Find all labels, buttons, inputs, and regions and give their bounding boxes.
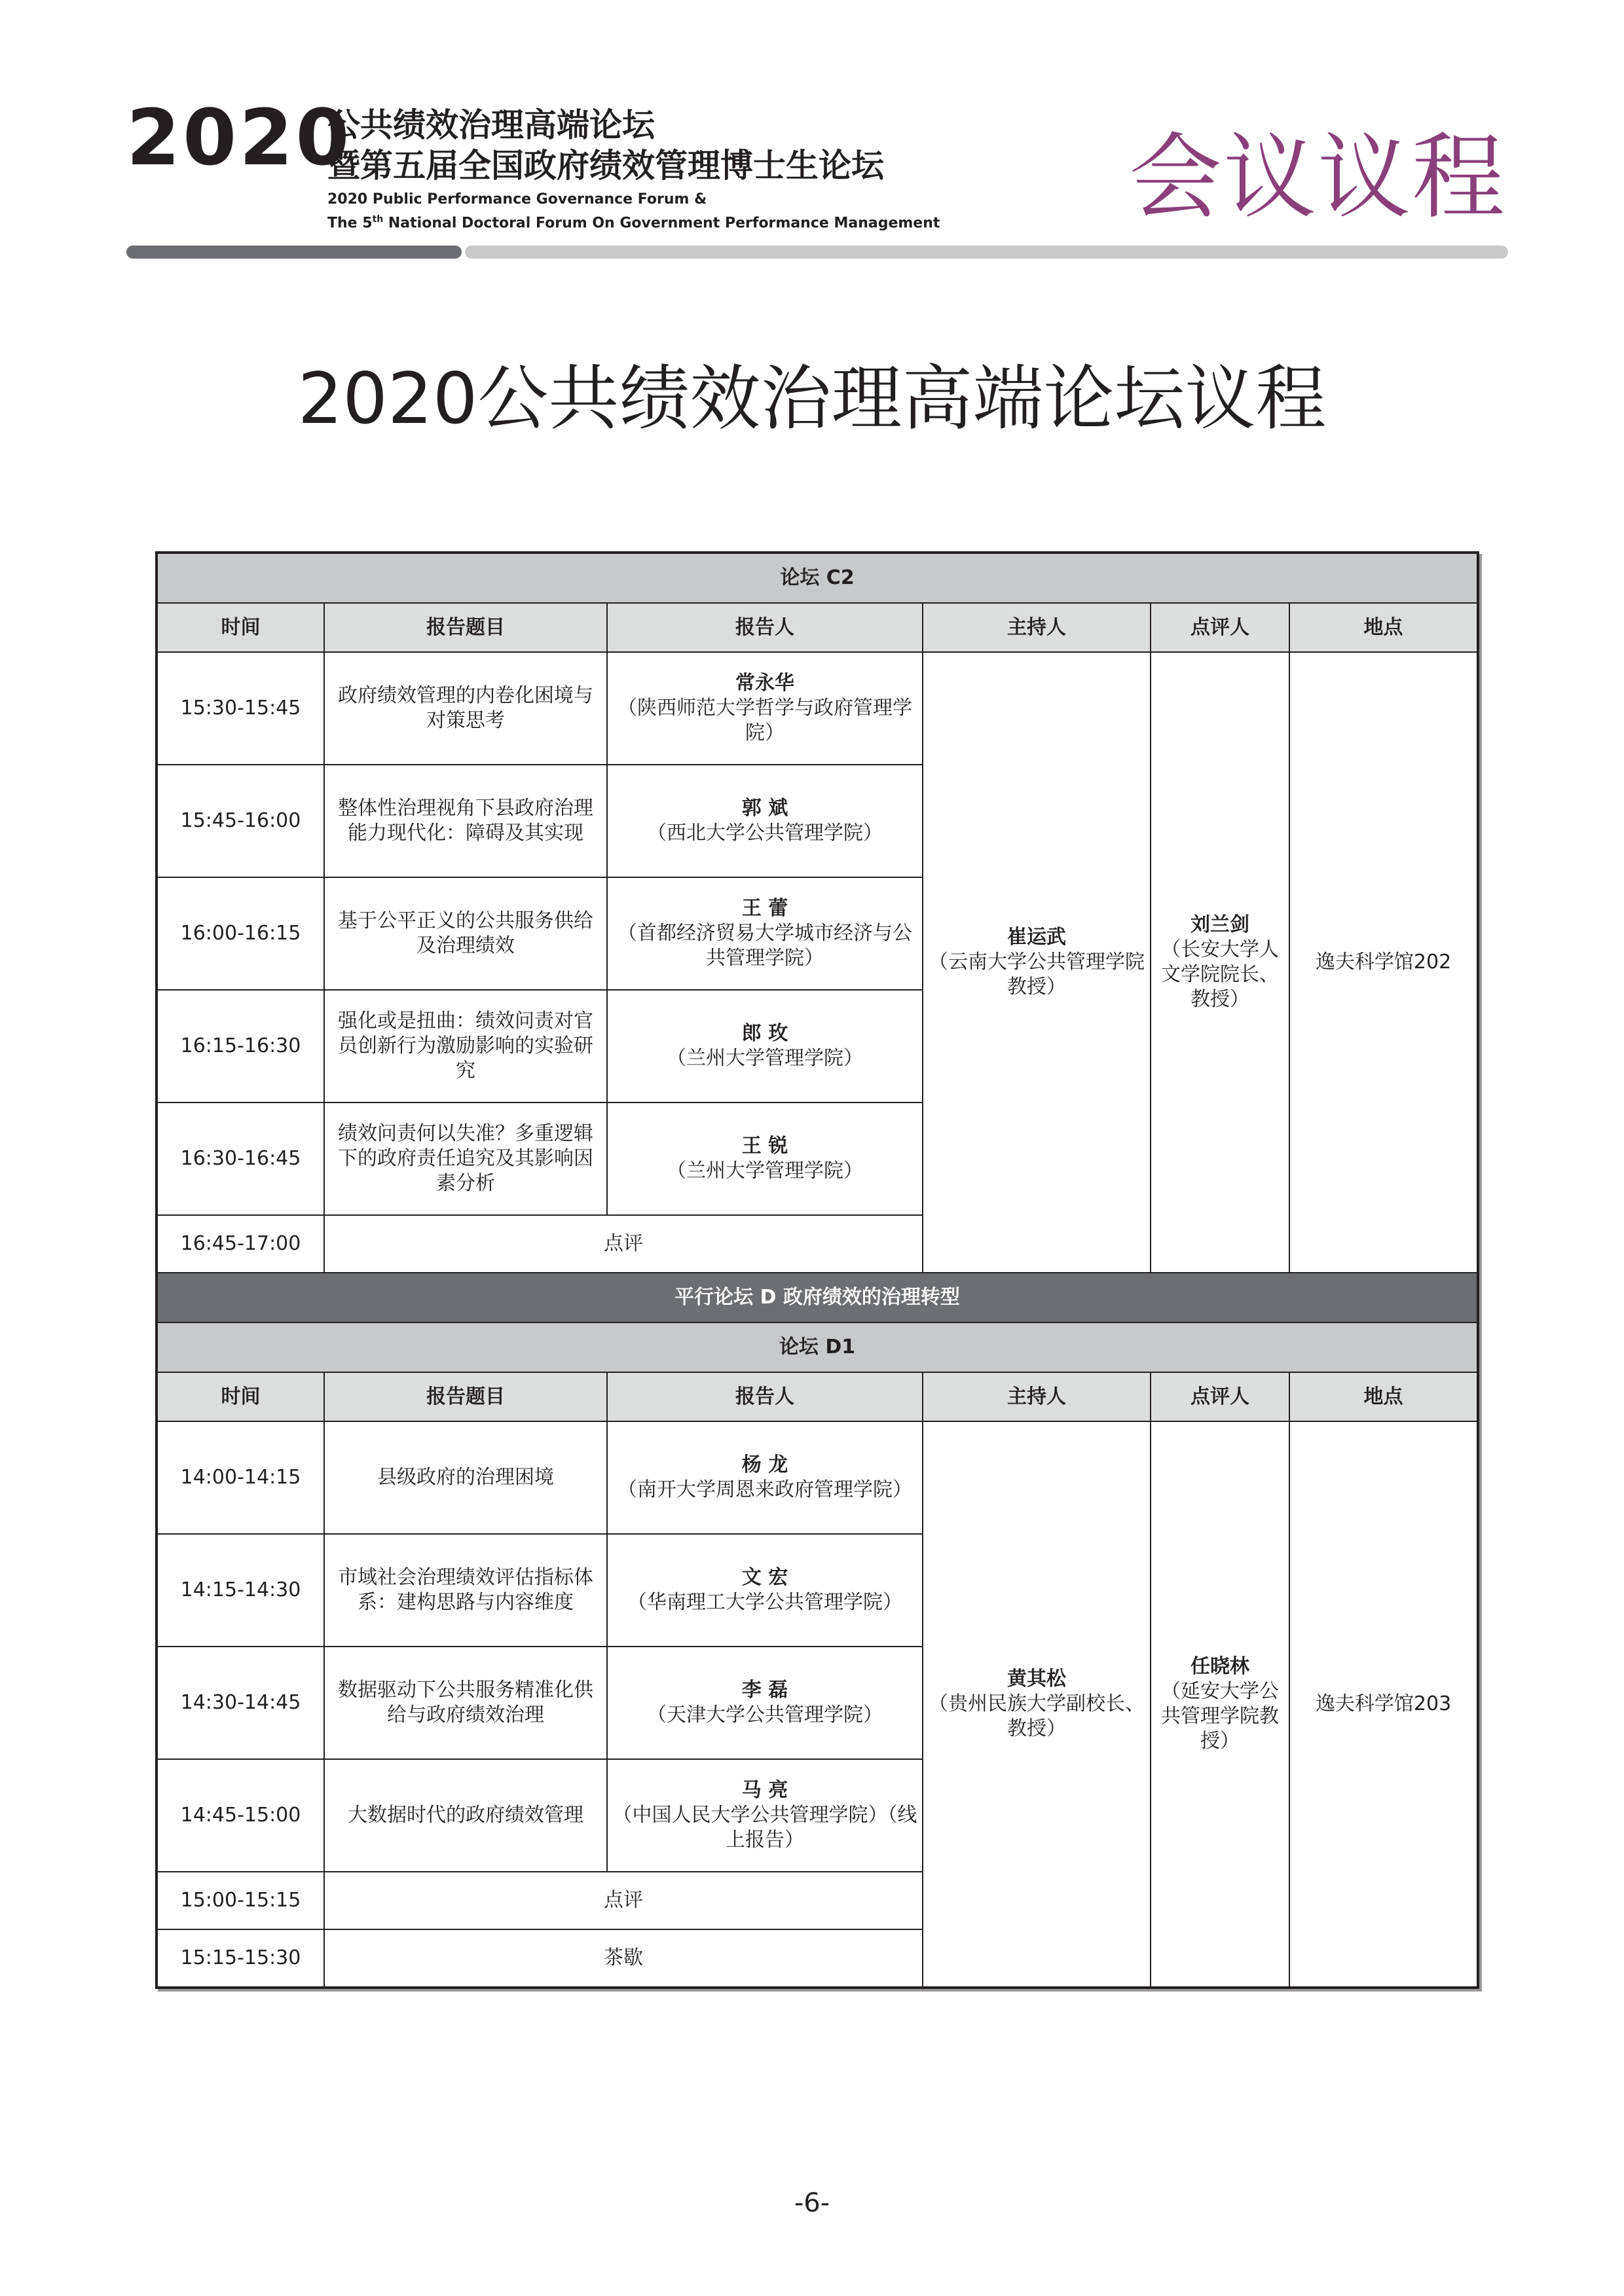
talk-speaker-cell [607,1102,923,1215]
session-time: 15:00-15:15 [157,1872,324,1929]
host-name: 黄其松 [1007,1667,1066,1690]
talk-topic: 强化或是扭曲：绩效问责对官员创新行为激励影响的实验研究 [324,990,607,1102]
column-header: 点评人 [1151,1372,1289,1421]
header-title-en-line1: 2020 Public Performance Governance Forum & [327,191,707,208]
header-divider-light [465,246,1508,259]
talk-time: 14:30-14:45 [157,1647,324,1759]
talk-time: 14:45-15:00 [157,1759,324,1872]
column-header: 报告题目 [324,1372,607,1421]
speaker-affiliation: （首都经济贸易大学城市经济与公共管理学院） [618,922,912,970]
speaker-name: 杨 龙 [741,1453,788,1476]
header-title-en-line2 [327,210,940,233]
forum-title-row [157,1322,1478,1372]
page-header [0,0,1624,262]
talk-topic: 政府绩效管理的内卷化困境与对策思考 [324,652,607,765]
talk-topic: 整体性治理视角下县政府治理能力现代化：障碍及其实现 [324,765,607,877]
reviewer-name: 任晓林 [1190,1655,1249,1678]
table-row [157,652,1478,765]
speaker-affiliation: （南开大学周恩来政府管理学院） [618,1478,912,1501]
talk-topic: 基于公平正义的公共服务供给及治理绩效 [324,877,607,990]
speaker-affiliation: （兰州大学管理学院） [667,1047,863,1070]
page-title: 2020公共绩效治理高端论坛议程 [297,358,1327,440]
talk-speaker-cell [607,652,923,765]
talk-time: 14:15-14:30 [157,1534,324,1647]
speaker-affiliation: （陕西师范大学哲学与政府管理学院） [618,697,912,744]
header-title-en-line2-sup: th [372,214,384,225]
talk-topic: 绩效问责何以失准？多重逻辑下的政府责任追究及其影响因素分析 [324,1102,607,1215]
forum-title-row-title: 论坛 D1 [157,1322,1478,1372]
column-header: 报告题目 [324,603,607,652]
forum-title-row [157,553,1478,603]
host-name: 崔运武 [1007,926,1066,949]
column-header: 主持人 [923,603,1151,652]
talk-speaker-cell [607,1534,923,1647]
header-title-en-line2-a: The 5 [327,215,373,232]
header-year: 2020 [126,92,352,183]
parallel-forum-row [157,1273,1478,1322]
speaker-affiliation: （西北大学公共管理学院） [647,822,883,845]
session-label: 茶歇 [324,1929,923,1988]
reviewer-name: 刘兰剑 [1190,913,1249,936]
talk-topic: 大数据时代的政府绩效管理 [324,1759,607,1872]
venue-cell: 逸夫科学馆202 [1289,652,1478,1273]
column-header-row [157,1372,1478,1421]
session-time: 16:45-17:00 [157,1215,324,1273]
speaker-affiliation: （天津大学公共管理学院） [647,1704,883,1726]
talk-time: 15:45-16:00 [157,765,324,877]
talk-time: 15:30-15:45 [157,652,324,765]
host-affiliation: （云南大学公共管理学院教授） [929,951,1145,998]
speaker-affiliation: （兰州大学管理学院） [667,1159,863,1182]
talk-time: 14:00-14:15 [157,1421,324,1534]
agenda-table-body [157,553,1478,1988]
speaker-affiliation: （华南理工大学公共管理学院） [627,1591,902,1614]
host-cell [923,652,1151,1273]
talk-speaker-cell [607,1647,923,1759]
reviewer-affiliation: （长安大学人文学院院长、教授） [1161,938,1279,1011]
talk-time: 16:15-16:30 [157,990,324,1102]
talk-topic: 市域社会治理绩效评估指标体系：建构思路与内容维度 [324,1534,607,1647]
speaker-affiliation: （中国人民大学公共管理学院）（线上报告） [612,1804,917,1851]
table-row [157,1421,1478,1534]
column-header: 时间 [157,1372,324,1421]
speaker-name: 常永华 [735,672,794,695]
talk-topic: 数据驱动下公共服务精准化供给与政府绩效治理 [324,1647,607,1759]
column-header: 报告人 [607,603,923,652]
column-header: 主持人 [923,1372,1151,1421]
header-title-cn-line1: 公共绩效治理高端论坛 [327,106,655,144]
talk-speaker-cell [607,990,923,1102]
header-divider-dark [126,246,462,259]
column-header: 地点 [1289,603,1478,652]
parallel-forum-row-title: 平行论坛 D 政府绩效的治理转型 [157,1273,1478,1322]
session-label: 点评 [324,1872,923,1929]
reviewer-affiliation: （延安大学公共管理学院教授） [1161,1680,1279,1753]
host-cell [923,1421,1151,1988]
section-badge: 会议议程 [1129,124,1506,232]
header-title-cn-line2: 暨第五届全国政府绩效管理博士生论坛 [327,147,884,185]
column-header: 报告人 [607,1372,923,1421]
speaker-name: 郭 斌 [741,797,788,820]
talk-speaker-cell [607,1421,923,1534]
page-number: -6- [794,2188,830,2218]
speaker-name: 王 锐 [741,1135,788,1157]
speaker-name: 马 亮 [741,1779,788,1802]
agenda-table [155,551,1479,1989]
talk-topic: 县级政府的治理困境 [324,1421,607,1534]
header-title-en-line2-b: National Doctoral Forum On Government Performance Management [383,215,940,232]
reviewer-cell [1151,652,1289,1273]
speaker-name: 李 磊 [741,1679,788,1702]
speaker-name: 郎 玫 [741,1022,788,1045]
column-header: 时间 [157,603,324,652]
venue-cell: 逸夫科学馆203 [1289,1421,1478,1988]
column-header: 地点 [1289,1372,1478,1421]
reviewer-cell [1151,1421,1289,1988]
talk-time: 16:30-16:45 [157,1102,324,1215]
talk-speaker-cell [607,765,923,877]
speaker-name: 王 蕾 [741,897,788,920]
column-header: 点评人 [1151,603,1289,652]
session-label: 点评 [324,1215,923,1273]
speaker-name: 文 宏 [741,1566,788,1589]
host-affiliation: （贵州民族大学副校长、教授） [929,1692,1145,1740]
talk-speaker-cell [607,1759,923,1872]
talk-time: 16:00-16:15 [157,877,324,990]
column-header-row [157,603,1478,652]
forum-title-row-title: 论坛 C2 [157,553,1478,603]
session-time: 15:15-15:30 [157,1929,324,1988]
talk-speaker-cell [607,877,923,990]
